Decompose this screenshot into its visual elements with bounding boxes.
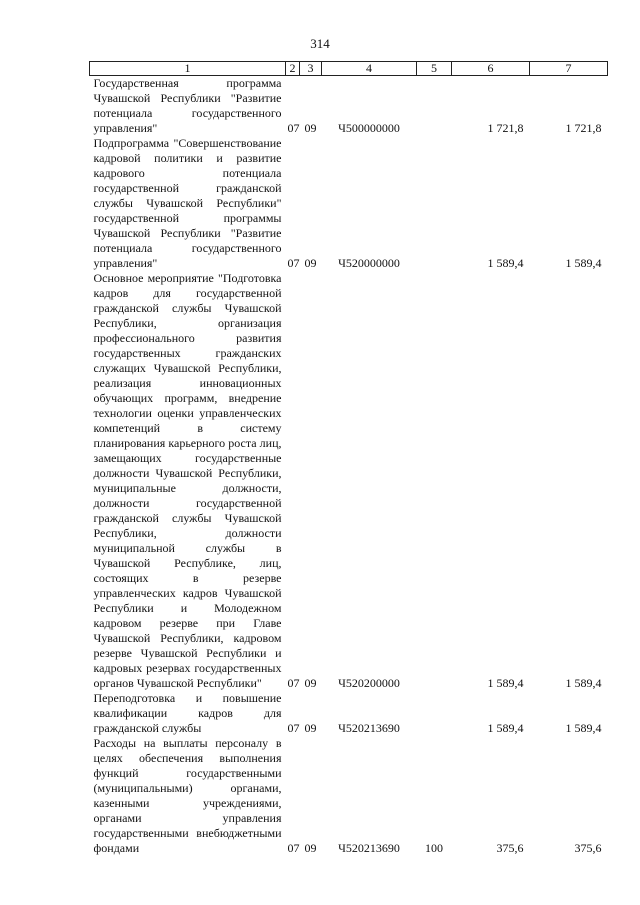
row-target-code: Ч500000000	[338, 121, 400, 135]
table-row	[90, 691, 608, 736]
table-header-row	[90, 62, 608, 76]
row-amount-1: 1 721,8	[487, 121, 524, 135]
row-expense-type	[417, 271, 452, 691]
row-subsection: 09	[304, 121, 317, 135]
row-expense-type	[417, 136, 452, 271]
row-expense-type: 100	[425, 841, 443, 855]
table-row	[90, 736, 608, 856]
row-section: 07	[287, 841, 300, 855]
header-col-5: 5	[417, 62, 452, 76]
row-subsection: 09	[304, 721, 317, 735]
row-subsection: 09	[304, 256, 317, 270]
table-row	[90, 76, 608, 137]
row-expense-type	[417, 691, 452, 736]
table-row	[90, 271, 608, 691]
row-description: Государственная программа Чувашской Республики "Развитие потенциала государственного управления"	[93, 76, 282, 135]
table-row	[90, 136, 608, 271]
header-col-4: 4	[322, 62, 417, 76]
row-target-code: Ч520200000	[338, 676, 400, 690]
row-amount-1: 375,6	[496, 841, 524, 855]
row-section: 07	[287, 256, 300, 270]
row-section: 07	[287, 676, 300, 690]
row-amount-2: 1 589,4	[565, 256, 602, 270]
row-target-code: Ч520213690	[338, 841, 400, 855]
row-amount-1: 1 589,4	[487, 256, 524, 270]
row-amount-2: 1 589,4	[565, 721, 602, 735]
row-amount-2: 1 589,4	[565, 676, 602, 690]
row-subsection: 09	[304, 841, 317, 855]
row-amount-1: 1 589,4	[487, 676, 524, 690]
budget-table	[89, 61, 608, 856]
header-col-7: 7	[530, 62, 608, 76]
row-description: Подпрограмма "Совершенствование кадровой политики и развитие кадрового потенциала государственной гражданской службы Чувашской Республики" государственной программы Чувашской Республики "Развитие потенциала государственного управления"	[93, 136, 282, 270]
header-col-3: 3	[300, 62, 322, 76]
row-target-code: Ч520213690	[338, 721, 400, 735]
row-description: Основное мероприятие "Подготовка кадров для государственной гражданской службы Чувашской Республики, организация профессионального развития государственных гражданских служащих Чувашской Республики, реализация инновационных обучающих программ, внедрение технологии оценки управленческих компетенций в систему планирования карьерного роста лиц, замещающих государственные должности Чувашской Республики, муниципальные должности, должности государственной гражданской службы Чувашской Республики, должности муниципальной службы в Чувашской Республике, лиц, состоящих в резерве управленческих кадров Чувашской Республики и Молодежном кадровом резерве при Главе Чувашской Республики, кадровом резерве Чувашской Республики и кадровых резервах государственных органов Чувашской Республики"	[93, 271, 282, 690]
row-section: 07	[287, 721, 300, 735]
row-amount-2: 1 721,8	[565, 121, 602, 135]
row-amount-1: 1 589,4	[487, 721, 524, 735]
row-section: 07	[287, 121, 300, 135]
header-col-6: 6	[452, 62, 530, 76]
page-number: 314	[310, 36, 330, 51]
header-col-1: 1	[90, 62, 286, 76]
row-expense-type	[417, 76, 452, 137]
row-description: Расходы на выплаты персоналу в целях обеспечения выполнения функций государственными (муниципальными) органами, казенными учреждениями, органами управления государственными внебюджетными фондами	[93, 736, 282, 855]
row-amount-2: 375,6	[574, 841, 602, 855]
row-subsection: 09	[304, 676, 317, 690]
row-target-code: Ч520000000	[338, 256, 400, 270]
row-description: Переподготовка и повышение квалификации кадров для гражданской службы	[93, 691, 282, 735]
header-col-2: 2	[286, 62, 300, 76]
